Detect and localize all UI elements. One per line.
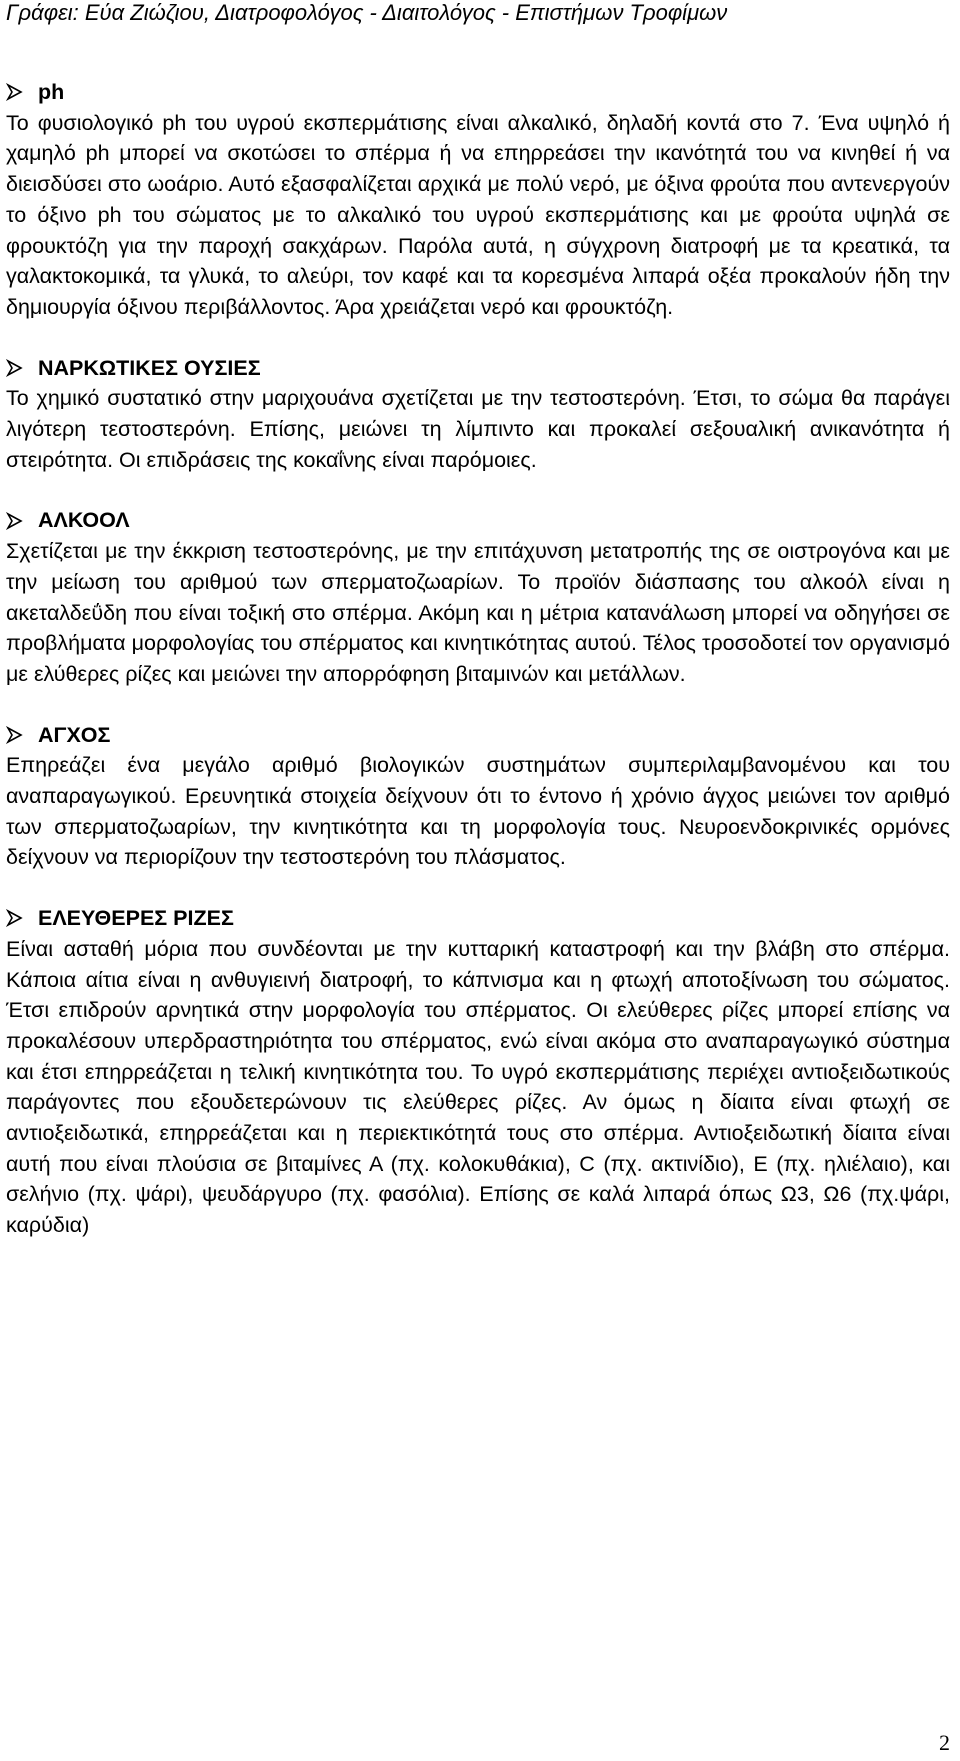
page-header: Γράφει: Εύα Ζιώζιου, Διατροφολόγος - Διαιτολόγος - Επιστήμων Τροφίμων	[6, 0, 728, 25]
section-free-radicals	[6, 903, 950, 1241]
section-heading-text: ΕΛΕΥΘΕΡΕΣ ΡΙΖΕΣ	[38, 906, 234, 931]
arrow-bullet-icon	[6, 909, 38, 927]
section-heading	[6, 77, 950, 108]
section-heading	[6, 505, 950, 536]
section-paragraph: Το φυσιολογικό ph του υγρού εκσπερμάτισης είναι αλκαλικό, δηλαδή κοντά στο 7. Ένα υψηλό ή χαμηλό ph μπορεί να σκοτώσει το σπέρμα ή να επηρρεάσει την ικανότητά του να κινηθεί ή να διεισδύσει στο ωοάριο. Αυτό εξασφαλίζεται αρχικά με πολύ νερό, με όξινα φρούτα που αντενεργούν το όξινο ph του σώματος με το αλκαλικό του υγρού εκσπερμάτισης και με φρούτα υψηλά σε φρουκτόζη για την παροχή σακχάρων. Παρόλα αυτά, η σύγχρονη διατροφή με τα κρεατικά, τα γαλακτοκομικά, τα γλυκά, το αλεύρι, τον καφέ και τα κορεσμένα λιπαρά οξέα προκαλούν ήδη την δημιουργία όξινου περιβάλλοντος. Άρα χρειάζεται νερό και φρουκτόζη.	[6, 110, 950, 319]
arrow-bullet-icon	[6, 512, 38, 530]
arrow-bullet-icon	[6, 83, 38, 101]
section-paragraph: Επηρεάζει ένα μεγάλο αριθμό βιολογικών συστημάτων συμπεριλαμβανομένου και του αναπαραγωγικού. Ερευνητικά στοιχεία δείχνουν ότι το έντονο ή χρόνιο άγχος μειώνει τον αριθμό των σπερματοζωαρίων, την κινητικότητα και τη μορφολογία τους. Νευροενδοκρινικές ορμόνες δείχνουν να περιορίζουν την τεστοστερόνη του πλάσματος.	[6, 753, 950, 870]
section-paragraph: Είναι ασταθή μόρια που συνδέονται με την κυτταρική καταστροφή και την βλάβη στο σπέρμα. Κάποια αίτια είναι η ανθυγιεινή διατροφή, το κάπνισμα και η φτωχή αποτοξίνωση του σώματος. Έτσι επιδρούν αρνητικά στην μορφολογία του σπέρματος. Οι ελεύθερες ρίζες μπορεί επίσης να προκαλέσουν υπερδραστηριότητα του σπέρματος, ενώ είναι ακόμα στο αναπαραγωγικό σύστημα και έτσι επηρρεάζεται η τελική κινητικότητα του. Το υγρό εκσπερμάτισης περιέχει αντιοξειδωτικούς παράγοντες που εξουδετερώνουν τις ελεύθερες ρίζες. Αν όμως η δίαιτα είναι φτωχή σε αντιοξειδωτικά, επηρρεάζεται και η περιεκτικότητά τους στο σπέρμα. Αντιοξειδωτική δίαιτα είναι αυτή που είναι πλούσια σε βιταμίνες Α (πχ. κολοκυθάκια), C (πχ. ακτινίδιο), E (πχ. ηλιέλαιο), και σελήνιο (πχ. ψάρι), ψευδάργυρο (πχ. φασόλια). Επίσης σε καλά λιπαρά όπως Ω3, Ω6 (πχ.ψάρι, καρύδια)	[6, 936, 950, 1238]
section-paragraph: Το χημικό συστατικό στην μαριχουάνα σχετίζεται με την τεστοστερόνη. Έτσι, το σώμα θα παράγει λιγότερη τεστοστερόνη. Επίσης, μειώνει τη λίμπιντο και προκαλεί σεξουαλική ανικανότητα ή στειρότητα. Οι επιδράσεις της κοκαΐνης είναι παρόμοιες.	[6, 386, 950, 472]
section-heading	[6, 353, 950, 384]
section-heading-text: ph	[38, 80, 65, 104]
page-number: 2	[939, 1730, 950, 1755]
section-paragraph: Σχετίζεται με την έκκριση τεστοστερόνης, με την επιτάχυνση μετατροπής της σε οιστρογόνα και με την μείωση του αριθμού των σπερματοζωαρίων. Το προϊόν διάσπασης του αλκοόλ είναι η ακεταλδεΰδη που είναι τοξική στο σπέρμα. Ακόμη και η μέτρια κατανάλωση μπορεί να οδηγήσει σε προβλήματα μορφολογίας του σπέρματος και κινητικότητας αυτού. Τέλος τροσοδοτεί τον οργανισμό με ελύθερες ρίζες και μειώνει την απορρόφηση βιταμινών και μετάλλων.	[6, 539, 950, 686]
section-narcotics	[6, 353, 950, 476]
section-heading-text: ΑΛΚΟΟΛ	[38, 508, 130, 533]
section-heading-text: ΝΑΡΚΩΤΙΚΕΣ ΟΥΣΙΕΣ	[38, 355, 261, 380]
section-heading	[6, 903, 950, 934]
section-alcohol	[6, 505, 950, 689]
section-heading-text: ΑΓΧΟΣ	[38, 722, 111, 747]
section-stress	[6, 720, 950, 874]
document-body	[6, 77, 950, 1241]
section-heading	[6, 720, 950, 751]
arrow-bullet-icon	[6, 726, 38, 744]
section-ph	[6, 77, 950, 323]
arrow-bullet-icon	[6, 359, 38, 377]
